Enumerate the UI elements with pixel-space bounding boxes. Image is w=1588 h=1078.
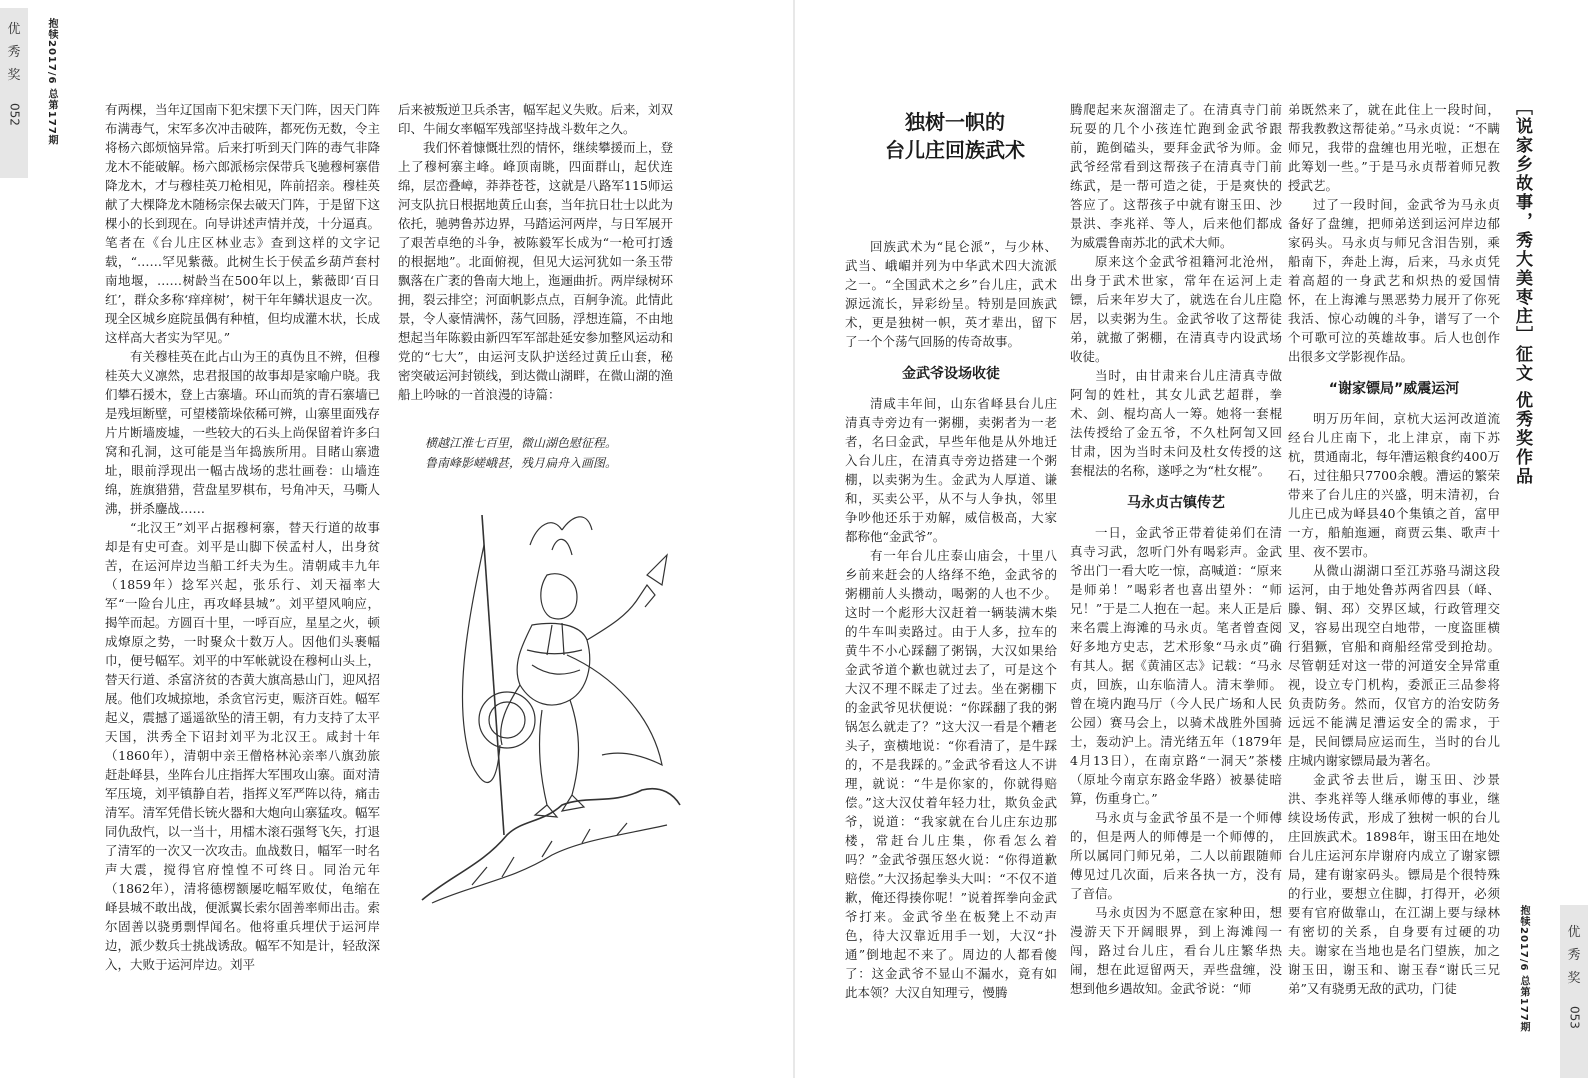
paragraph: 金武爷去世后，谢玉田、沙景洪、李兆祥等人继承师傅的事业，继续设场传武，形成了独树一帜的台儿庄回族武术。1898年，谢玉田在地处台儿庄运河东岸谢府内成立了谢家镖局，建有谢家码头。镖局是个很特殊的行业，要想立住脚，打得开，必须要有官府做靠山，在江湖上要与绿林有密切的关系，自身要有过硬的功夫。谢家在当地也是名门望族，加之谢玉田，谢玉和、谢玉春“谢氏三兄弟”又有骁勇无敌的武功，门徒 (1288, 772, 1500, 996)
paragraph: 原来这个金武爷祖籍河北沧州，出身于武术世家，常年在运河上走镖，后来年岁大了，就选在台儿庄隐居，以卖粥为生。金武爷收了这帮徒弟，就撤了粥棚，在清真寺内设武场收徒。 (1070, 254, 1282, 364)
paragraph: 我们怀着慷慨壮烈的情怀，继续攀援而上，登上了穆柯寨主峰。峰顶南眺，四面群山，起伏连绵，层峦叠嶂，莽莽苍苍，这就是八路军115师运河支队抗日根据地黄丘山套，当年抗日壮士以此为依托，驰骋鲁苏边界，马踏运河两岸，与日军展开了艰苦卓绝的斗争，被陈毅军长成为“一枪可打透的根据地”。北面俯视，但见大运河犹如一条玉带飘落在广袤的鲁南大地上，迤逦曲折。两岸绿树环拥，裂云排空；河面帆影点点，百舸争流。此情此景，令人豪情满怀，荡气回肠，浮想连篇，不由地想起当年陈毅由新四军军部赴延安参加整风运动和党的“七大”，由运河支队护送经过黄丘山套，秘密突破运河封锁线，到达微山湖畔，在微山湖的渔船上吟咏的一首浪漫的诗篇： (398, 140, 674, 402)
paragraph: 有一年台儿庄泰山庙会，十里八乡前来赶会的人络绎不绝，金武爷的粥棚前人头攒动，喝粥的人也不少。这时一个彪形大汉赶着一辆装满木柴的牛车叫卖路过。由于人多，拉车的黄牛不小心踩翻了粥锅，大汉如果给金武爷道个歉也就过去了，可是这个大汉不理不睬走了过去。坐在粥棚下的金武爷见状便说：“你踩翻了我的粥锅怎么就走了？”这大汉一看是个糟老头子，蛮横地说：“你看清了，是牛踩的，不是我踩的。”金武爷看这人不讲理，就说：“牛是你家的，你就得赔偿。”这大汉仗着年轻力壮，欺负金武爷，说道：“我家就在台儿庄东边那楼，常赶台儿庄集，你看怎么着吗？”金武爷强压怒火说：“你得道歉赔偿。”大汉扬起拳头大叫：“不仅不道歉，俺还得揍你呢！”说着挥拳向金武爷打来。金武爷坐在板凳上不动声色，待大汉靠近用手一划，大汉“扑通”倒地起不来了。周边的人都看傻了：这金武爷不显山不漏水，竟有如此本领？大汉自知理亏，慢腾 (845, 548, 1057, 1000)
paragraph: 当时，由甘肃来台儿庄清真寺做阿訇的姓杜，其女儿武艺超群，拳术、剑、棍均高人一筹。她将一套棍法传授给了金五爷，不久杜阿訇又回甘肃，因为当时未问及杜女传授的这套棍法的名称，遂呼之为“杜女棍”。 (1070, 368, 1282, 478)
paragraph: “北汉王”刘平占据穆柯寨，替天行道的故事却是有史可查。刘平是山脚下侯孟村人，出身贫苦，在运河岸边当船工纤夫为生。清朝咸丰九年（1859年）捻军兴起，张乐行、刘天福率大军“一险台儿庄，再攻峄县城”。刘平望风响应，揭竿而起。方圆百十里，一呼百应，星星之火，顿成燎原之势，一时聚众十数万人。因他们头裹幅巾，便号幅军。刘平的中军帐就设在穆柯山头上，替天行道、杀富济贫的杏黄大旗高悬山门，迎风招展。他们攻城掠地，杀贪官污吏，赈济百姓。幅军起义，震撼了遥遥欲坠的清王朝，有力支持了太平天国，洪秀全下诏封刘平为北汉王。咸封十年（1860年），清朝中亲王僧格林沁亲率八旗劲旅赶赴峄县，坐阵台儿庄指挥大军围攻山寨。面对清军压境，刘平镇静自若，指挥义军严阵以待，痛击清军。清军凭借长铳火器和大炮向山寨猛攻。幅军同仇敌忾，以一当十，用檑木滚石强弩飞矢，打退了清军的一次又一次攻击。血战数日，幅军一时名声大震，搅得官府惶惶不可终日。同治元年（1862年），清将德楞额屡吃幅军败仗，龟缩在峄县城不敢出战，便派翼长索尔固善率师出击。索尔固善以骁勇剽悍闻名。他将重兵埋伏于运河岸边，派少数兵士挑战诱敌。幅军不知是计，轻敌深入，大败于运河岸边。刘平 (105, 520, 381, 972)
award-tab-char: 秀 (7, 45, 21, 60)
paragraph: 马永贞因为不愿意在家种田，想漫游天下开阔眼界，到上海滩闯一闯，路过台儿庄，看台儿庄繁华热闹，想在此逗留两天，弄些盘缠，没想到他乡遇故知。金武爷说：“师 (1070, 905, 1282, 996)
paragraph: 有关穆桂英在此占山为王的真伪且不辨，但穆桂英大义凛然，忠君报国的故事却是家喻户晓。我们攀石援木，登上古寨墙。环山而筑的青石寨墙已是残垣断壁，可望楼箭垛依稀可辨，山寨里面残存片片断墙废墟，一些较大的石头上尚保留着许多臼窝和孔洞，这可能是当年捣族所用。目睹山寨遗址，眼前浮现出一幅古战场的悲壮画卷：山墙连绵，旌旗猎猎，营盘星罗棋布，号角冲天，马嘶人沸，拼杀鏖战…… (105, 349, 381, 516)
award-tab-char: 优 (1567, 925, 1581, 940)
running-head: 抱犊2017/6 总第177期 (1518, 905, 1529, 1033)
right-column-3 (1288, 100, 1500, 998)
section-heading: “谢家镖局”威震运河 (1328, 381, 1460, 397)
award-tab-char: 秀 (1567, 948, 1581, 963)
award-tab (1560, 905, 1588, 1078)
title-line: 台儿庄回族武术 (885, 138, 1025, 162)
paragraph: 明万历年间，京杭大运河改道流经台儿庄南下，北上津京，南下苏杭，贯通南北，每年漕运粮食约400万石，过往船只7700余艘。漕运的繁荣带来了台儿庄的兴盛，明末清初，台儿庄已成为峄县40个集镇之首，富甲一方，船舶迤逦，商贾云集、歌声十里、夜不罢市。 (1288, 411, 1500, 559)
right-column-1 (845, 237, 1057, 1002)
series-label: ［说家乡故事，秀大美枣庄］征文 优秀奖作品 (1512, 98, 1532, 486)
running-head: 抱犊2017/6 总第177期 (46, 18, 57, 146)
paragraph: 过了一段时间，金武爷为马永贞备好了盘缠，把师弟送到运河岸边郁家码头。马永贞与师兄含泪告别，乘船南下，奔赴上海，后来，马永贞凭着高超的一身武艺和炽热的爱国情怀，在上海滩与黑恶势力展开了你死我活、惊心动魄的斗争，谱写了一个个可歌可泣的英雄故事。后人也创作出很多文学影视作品。 (1288, 197, 1500, 364)
poem (425, 433, 665, 473)
paragraph: 清咸丰年间，山东省峄县台儿庄清真寺旁边有一粥棚，卖粥者为一老者，名曰金武，早些年他是从外地迁入台儿庄，在清真寺旁边搭建一个粥棚，以卖粥为生。金武为人厚道、谦和，买卖公平，从不与人争执，邻里争吵他还乐于劝解，威信极高，大家都称他“金武爷”。 (845, 396, 1057, 544)
paragraph: 有两棵，当年辽国南下犯宋摆下天门阵，因天门阵布满毒气，宋军多次冲击破阵，都死伤无数，令主将杨六郎烦恼异常。后来打听到天门阵的毒气非降龙木不能破解。杨六郎派杨宗保带兵飞驰穆柯寨借降龙木，才与穆桂英刀枪相见，阵前招亲。穆桂英献了大棵降龙木随杨宗保去破天门阵，于是留下这棵小的长到现在。向导讲述声情并茂，十分逼真。笔者在《台儿庄区林业志》查到这样的文字记载，“……罕见紫薇。此树生长于侯孟乡葫芦套村南地堰，……树龄当在500年以上，紫薇即‘百日红’，群众多称‘痒痒树’，树干年年鳞状退皮一次。现全区城乡庭院虽偶有种植，但均成灌木状，长成这样高大者实为罕见。” (105, 102, 381, 345)
section-heading: 金武爷设场收徒 (902, 366, 1000, 382)
poem-line: 鲁南峰影嵯峨甚，残月扁舟入画图。 (425, 456, 618, 470)
left-column-1 (105, 100, 380, 974)
paragraph: 弟既然来了，就在此住上一段时间，帮我教教这帮徒弟。”马永贞说：“不瞒师兄，我带的盘缠也用光啦，正想在此筹划一些。”于是马永贞帮着师兄教授武艺。 (1288, 102, 1500, 193)
paragraph: 从微山湖湖口至江苏骆马湖这段运河，由于地处鲁苏两省四县（峄、滕、铜、邳）交界区域，行政管理交叉，容易出现空白地带，一度盗匪横行猖獗，官船和商船经常受到抢劫。尽管朝廷对这一带的河道安全异常重视，设立专门机构，委派正三品参将负责防务。然而，仅官方的治安防务远远不能满足漕运安全的需求，于是，民间镖局应运而生，当时的台儿庄城内谢家镖局最为著名。 (1288, 563, 1500, 768)
article-title (855, 108, 1055, 164)
award-tab-char: 奖 (1567, 971, 1581, 986)
title-line: 独树一帜的 (905, 110, 1005, 134)
paragraph: 腾爬起来灰溜溜走了。在清真寺门前玩耍的几个小孩连忙跑到金武爷跟前，跪倒磕头，要拜金武爷为师。金武爷经常看到这帮孩子在清真寺门前练武，是一帮可造之徒，于是爽快的答应了。这帮孩子中就有谢玉田、沙景洪、李兆祥、等人，后来他们都成为威震鲁南苏北的武术大师。 (1070, 102, 1282, 250)
right-column-2 (1070, 100, 1282, 998)
award-tab-char: 奖 (7, 68, 21, 83)
paragraph: 后来被叛逆卫兵杀害，幅军起义失败。后来，刘双印、牛闹女率幅军残部坚持战斗数年之久。 (398, 102, 674, 136)
paragraph: 回族武术为“昆仑派”，与少林、武当、峨嵋并列为中华武术四大流派之一。“全国武术之乡”台儿庄，武术源远流长，异彩纷呈。特别是回族武术，更是独树一帜，英才辈出，留下了一个个荡气回肠的传奇故事。 (845, 239, 1057, 349)
award-tab-char: 优 (7, 22, 21, 37)
warrior-illustration (412, 505, 682, 905)
poem-line: 横越江淮七百里，微山湖色慰征程。 (425, 436, 618, 450)
paragraph: 马永贞与金武爷虽不是一个师傅的，但是两人的师傅是一个师傅的，所以属同门师兄弟，二人以前跟随师傅见过几次面，后来各执一方，没有了音信。 (1070, 810, 1282, 901)
award-tab (0, 8, 28, 178)
paragraph: 一日，金武爷正带着徒弟们在清真寺习武，忽听门外有喝彩声。金武爷出门一看大吃一惊，高喊道：“原来是师弟！”喝彩者也喜出望外：“师兄！”于是二人抱在一起。来人正是后来名震上海滩的马永贞。笔者曾查阅好多地方史志，艺术形象“马永贞”确有其人。据《黄浦区志》记载：“马永贞，回族，山东临清人。清末拳师。曾在境内跑马厅（今人民广场和人民公园）赛马会上，以骑术战胜外国骑士，轰动沪上。清光绪五年（1879年4月13日），在南京路“一洞天”茶楼（原址今南京东路金华路）被暴徒暗算，伤重身亡。” (1070, 525, 1282, 806)
left-column-2 (398, 100, 673, 404)
page-number: 053 (1567, 1006, 1582, 1029)
page-number: 052 (7, 103, 22, 126)
section-heading: 马永贞古镇传艺 (1127, 495, 1225, 511)
